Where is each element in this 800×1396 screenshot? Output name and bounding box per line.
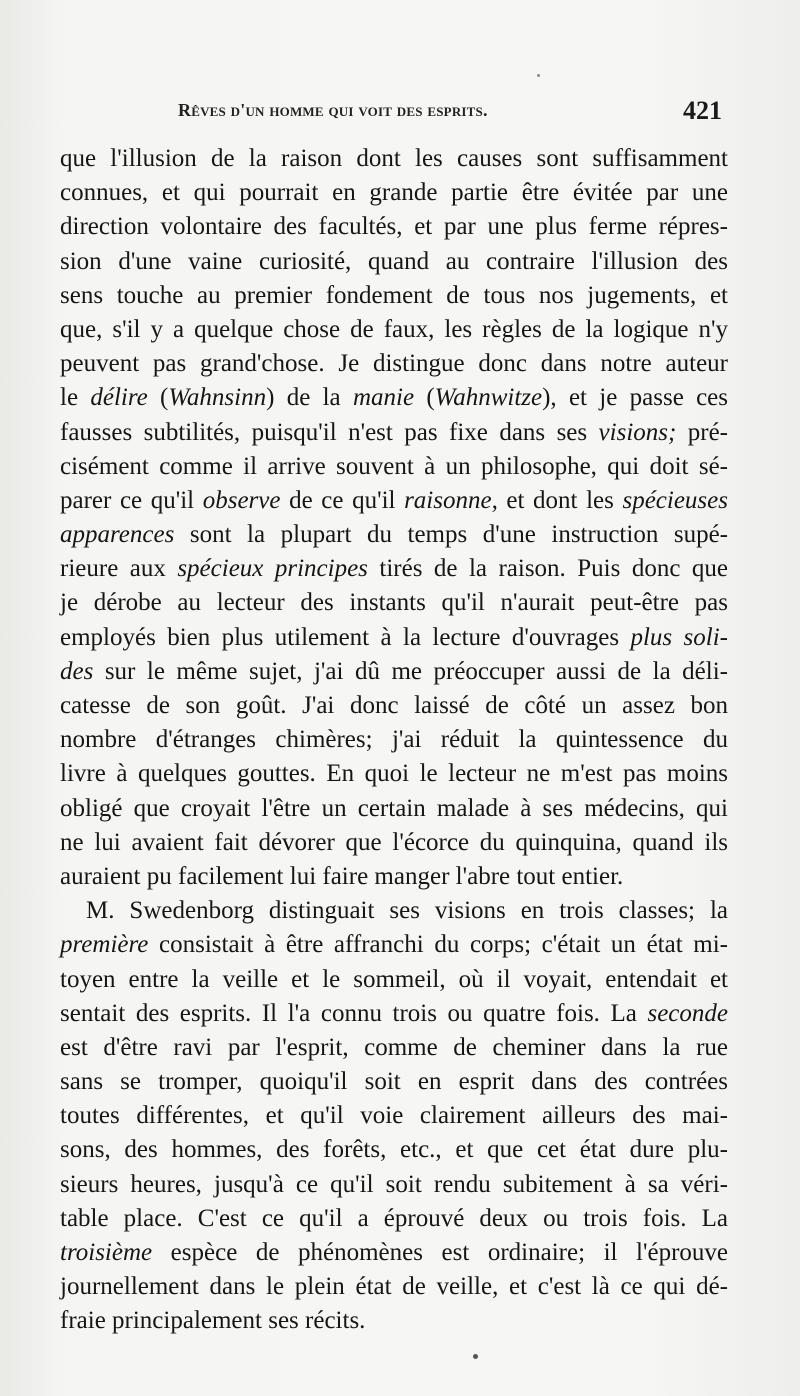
text-line: je dérobe au lecteur des instants qu'il n'aurait peut-être pas: [60, 589, 728, 617]
page-number: 421: [683, 96, 722, 125]
text-line: rieure aux spécieux principes tirés de la raison. Puis donc que: [60, 555, 728, 583]
text-line: livre à quelques gouttes. En quoi le lecteur ne m'est pas moins: [60, 760, 728, 788]
text-line: connues, et qui pourrait en grande partie être évitée par une: [60, 179, 728, 207]
text-line: le délire (Wahnsinn) de la manie (Wahnwitze), et je passe ces: [60, 384, 729, 412]
text-line: sieurs heures, jusqu'à ce qu'il soit rendu subitement à sa véri-: [60, 1170, 728, 1198]
ink-speck: [473, 1354, 478, 1359]
text-line: sens touche au premier fondement de tous nos jugements, et: [60, 281, 728, 309]
text-line: direction volontaire des facultés, et par une plus ferme répres-: [60, 213, 728, 241]
text-line: première consistait à être affranchi du corps; c'était un état mi-: [60, 931, 728, 959]
text-line: catesse de son goût. J'ai donc laissé de côté un assez bon: [60, 692, 728, 719]
text-line: toyen entre la veille et le sommeil, où il voyait, entendait et: [60, 965, 728, 993]
text-line: obligé que croyait l'être un certain malade à ses médecins, qui: [60, 794, 728, 822]
text-line: sons, des hommes, des forêts, etc., et que cet état dure plu-: [60, 1136, 728, 1164]
text-line: fraie principalement ses récits.: [60, 1307, 366, 1335]
running-head: Rêves d'un homme qui voit des esprits.: [178, 100, 488, 120]
text-line: auraient pu facilement lui faire manger l'abre tout entier.: [60, 862, 624, 890]
body-text: [60, 142, 728, 1339]
text-line: toutes différentes, et qu'il voie clairement ailleurs des mai-: [60, 1102, 728, 1130]
text-line: est d'être ravi par l'esprit, comme de cheminer dans la rue: [60, 1033, 728, 1061]
text-line: sans se tromper, quoiqu'il soit en esprit dans des contrées: [60, 1068, 728, 1096]
text-line: troisième espèce de phénomènes est ordinaire; il l'éprouve: [60, 1239, 728, 1266]
text-line: que l'illusion de la raison dont les causes sont suffisamment: [60, 145, 728, 172]
text-line: nombre d'étranges chimères; j'ai réduit la quintessence du: [60, 726, 728, 754]
text-line: fausses subtilités, puisqu'il n'est pas fixe dans ses visions; pré-: [60, 418, 728, 446]
ink-speck: [537, 74, 540, 77]
text-line: parer ce qu'il observe de ce qu'il raisonne, et dont les spécieuses: [60, 486, 728, 514]
text-line: table place. C'est ce qu'il a éprouvé deux ou trois fois. La: [60, 1204, 728, 1232]
text-line: peuvent pas grand'chose. Je distingue donc dans notre auteur: [60, 350, 728, 378]
text-line: que, s'il y a quelque chose de faux, les règles de la logique n'y: [60, 315, 728, 343]
text-line: sentait des esprits. Il l'a connu trois ou quatre fois. La seconde: [60, 999, 728, 1027]
text-line: ne lui avaient fait dévorer que l'écorce du quinquina, quand ils: [60, 828, 728, 856]
paragraph-start-line: M. Swedenborg distinguait ses visions en trois classes; la: [86, 897, 728, 925]
text-line: apparences sont la plupart du temps d'une instruction supé-: [60, 521, 728, 549]
text-line: des sur le même sujet, j'ai dû me préoccuper aussi de la déli-: [60, 657, 728, 685]
text-line: employés bien plus utilement à la lecture d'ouvrages plus soli-: [60, 623, 728, 651]
text-line: journellement dans le plein état de veille, et c'est là ce qui dé-: [60, 1273, 728, 1301]
text-line: cisément comme il arrive souvent à un philosophe, qui doit sé-: [60, 452, 728, 480]
text-line: sion d'une vaine curiosité, quand au contraire l'illusion des: [60, 247, 728, 275]
page-header: [60, 96, 728, 132]
